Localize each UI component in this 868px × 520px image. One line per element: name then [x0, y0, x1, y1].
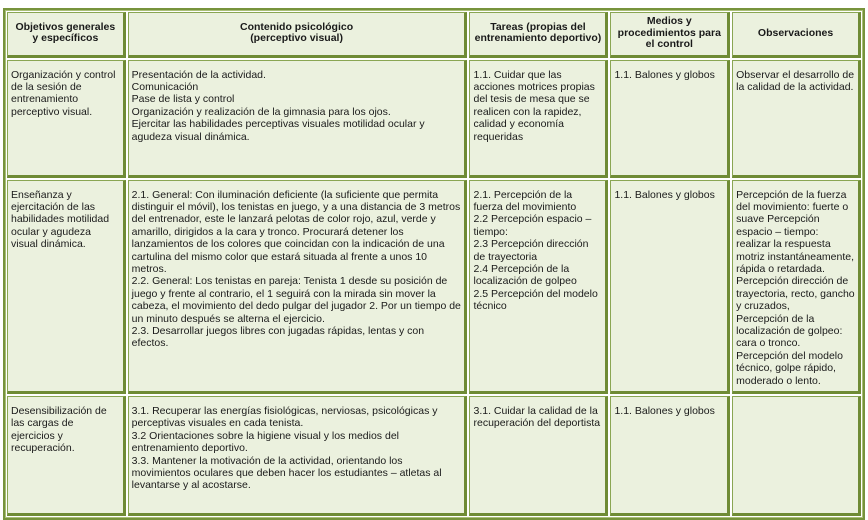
cell-observaciones: [732, 396, 861, 516]
tarea-line: 3.1. Cuidar la calidad de la recuperación del deportista: [473, 405, 601, 430]
table-row: [7, 60, 861, 178]
header-line: procedimientos para: [617, 26, 721, 39]
cell-contenido: [128, 180, 468, 395]
contenido-line: Comunicación: [131, 80, 199, 93]
header-medios: [610, 12, 730, 58]
contenido-line: Presentación de la actividad.: [131, 68, 266, 81]
cell-contenido: [128, 60, 468, 178]
cell-objetivo: Organización y control de la sesión de entrenamiento perceptivo visual.: [7, 60, 126, 178]
document-page: [3, 8, 865, 520]
header-line: (perceptivo visual): [250, 32, 343, 45]
tarea-line: 1.1. Cuidar que las acciones motrices propias del tesis de mesa que se realicen con la rapidez, calidad y economía requeridas: [473, 68, 595, 143]
observacion-line: Percepción de la fuerza del movimiento: fuerte o suave Percepción espacio – tiempo: realizar la respuesta motriz instantáneamente, rápida o retardada.: [736, 188, 855, 275]
cell-objetivo: Desensibilización de las cargas de ejercicios y recuperación.: [7, 396, 126, 516]
header-line: Contenido psicológico: [239, 20, 354, 33]
cell-medios: 1.1. Balones y globos: [610, 180, 730, 395]
header-line: entrenamiento deportivo): [474, 32, 602, 45]
table-row: [7, 180, 861, 395]
tarea-line: 2.1. Percepción de la fuerza del movimiento: [473, 188, 577, 213]
observacion-line: Observar el desarrollo de la calidad de la actividad.: [736, 68, 855, 93]
header-row: [7, 12, 861, 58]
header-line: Objetivos generales: [15, 20, 116, 33]
cell-observaciones: [732, 180, 861, 395]
header-tareas: [469, 12, 608, 58]
observacion-line: Percepción de la localización de golpeo: cara o tronco.: [736, 312, 843, 350]
table-row: [7, 396, 861, 516]
cell-medios: 1.1. Balones y globos: [610, 396, 730, 516]
contenido-line: 2.3. Desarrollar juegos libres con jugadas rápidas, lentas y con efectos.: [131, 324, 425, 350]
contenido-line: 3.3. Mantener la motivación de la actividad, orientando los movimientos oculares que deben hacer los estudiantes – atletas al levantarse y al acostarse.: [131, 454, 442, 492]
cell-tareas: [469, 60, 608, 178]
cell-observaciones: [732, 60, 861, 178]
contenido-line: 3.2 Orientaciones sobre la higiene visual y los medios del entrenamiento deportivo.: [131, 429, 399, 455]
header-objetivos: [7, 12, 126, 58]
header-line: el control: [645, 38, 693, 50]
tarea-line: 2.4 Percepción de la localización de golpeo: [473, 262, 577, 288]
cell-contenido: [128, 396, 468, 516]
header-observaciones: [732, 12, 861, 58]
contenido-line: Ejercitar las habilidades perceptivas visuales motilidad ocular y agudeza visual dinámica.: [131, 118, 425, 143]
header-contenido: [128, 12, 468, 58]
contenido-line: 2.2. General: Los tenistas en pareja: Tenista 1 desde su posición de juego y frente al contrario, el 1 seguirá con la mirada sin mover la cabeza, el movimiento del dedo pulgar del jugador 2. Por un tiempo de un minuto después se alterna el ejercicio.: [131, 275, 461, 325]
contenido-line: 2.1. General: Con iluminación deficiente (la suficiente que permita distinguir el móvil), los tenistas en juego, y a una distancia de 3 metros del entrenador, este le lanzará pelotas de color rojo, azul, verde y amarillo, dirigidos a la cara y tronco. Procurará detener los lanzamientos de los colores que coincidan con la indicación de una cartulina del mismo color que estará situada al frente a unos 10 metros.: [131, 188, 461, 275]
header-line: Tareas (propias del: [490, 20, 586, 33]
contenido-line: Organización y realización de la gimnasia para los ojos.: [131, 105, 391, 118]
header-line: Observaciones: [757, 26, 834, 39]
training-plan-table: [3, 8, 865, 520]
header-line: y específicos: [32, 32, 99, 45]
tarea-line: 2.2 Percepción espacio – tiempo:: [473, 213, 592, 238]
cell-medios: 1.1. Balones y globos: [610, 60, 730, 178]
contenido-line: 3.1. Recuperar las energías fisiológicas, nerviosas, psicológicas y perceptivas visuales en cada tenista.: [131, 405, 438, 430]
observacion-line: Percepción dirección de trayectoria, recto, gancho y cruzados,: [736, 275, 855, 313]
tarea-line: 2.5 Percepción del modelo técnico: [473, 287, 598, 313]
header-line: Medios y: [646, 15, 692, 27]
contenido-line: Pase de lista y control: [131, 93, 235, 106]
cell-objetivo: Enseñanza y ejercitación de las habilidades motilidad ocular y agudeza visual dinámica.: [7, 180, 126, 395]
observacion-line: Percepción del modelo técnico, golpe rápido, moderado o lento.: [736, 349, 843, 387]
cell-tareas: [469, 180, 608, 395]
cell-tareas: [469, 396, 608, 516]
tarea-line: 2.3 Percepción dirección de trayectoria: [473, 238, 589, 263]
